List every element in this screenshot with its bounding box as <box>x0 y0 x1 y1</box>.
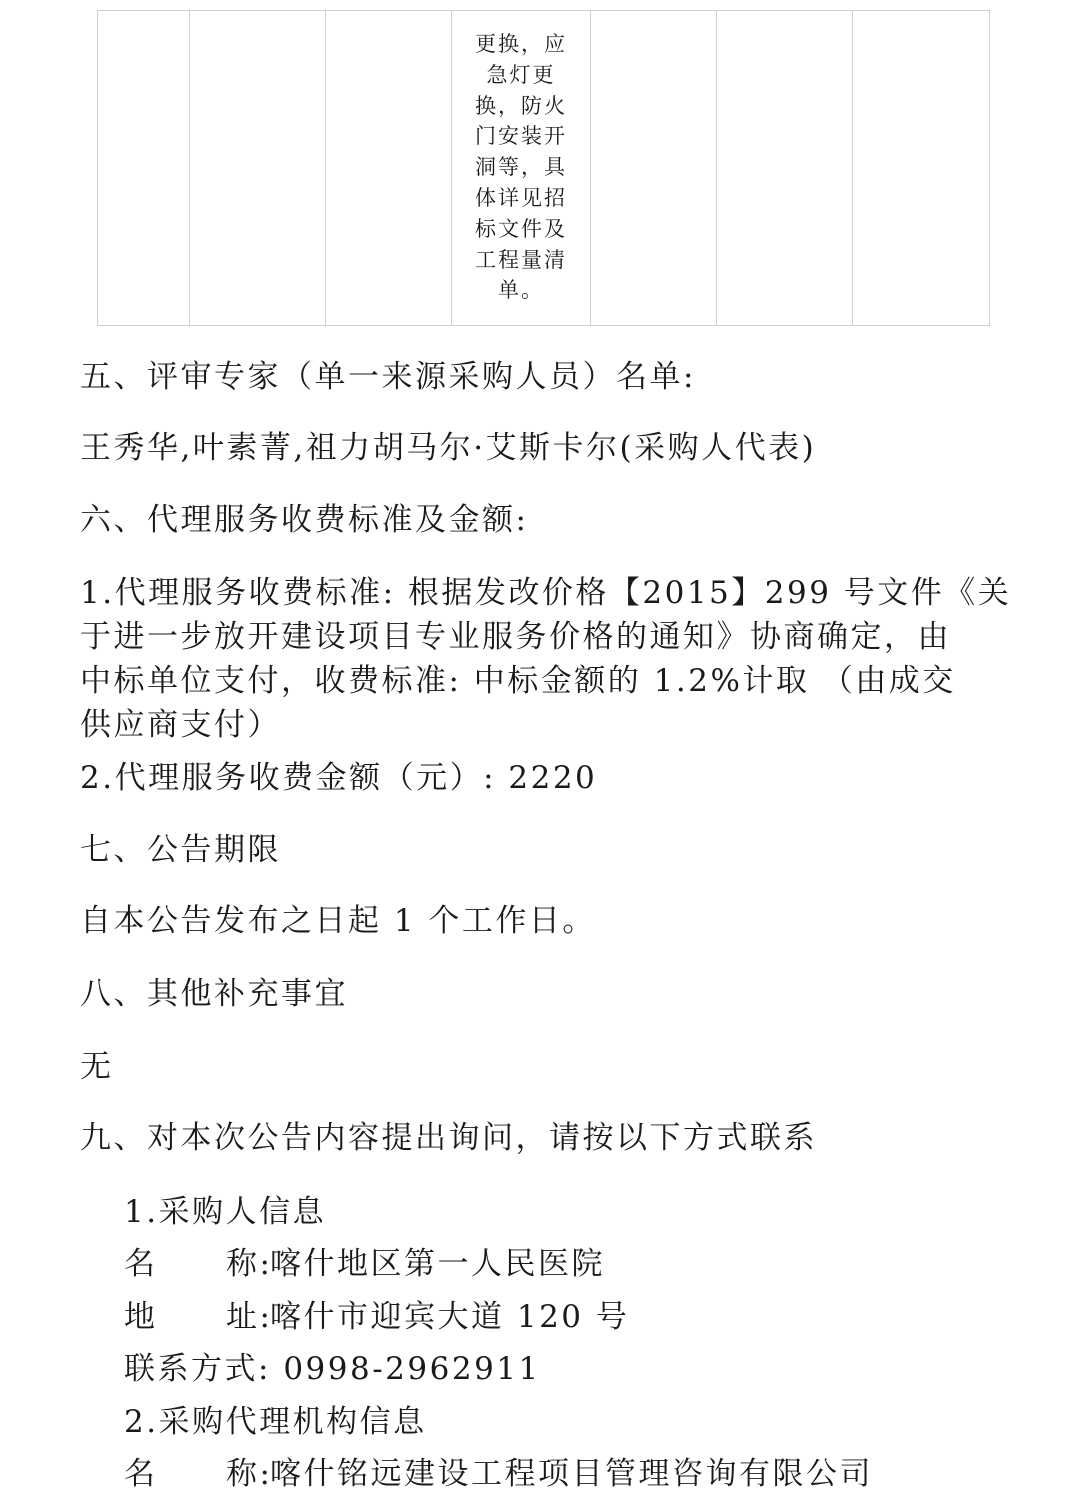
fee-standard-line: 1.代理服务收费标准: 根据发改价格【2015】299 号文件《关 <box>80 575 1012 611</box>
cell-line: 洞等，具 <box>475 155 567 180</box>
agency-name-row <box>124 1456 873 1492</box>
cell-line: 急灯更 <box>486 62 556 87</box>
cell-line: 工程量清 <box>475 247 567 272</box>
purchaser-address-row <box>124 1299 630 1335</box>
fee-amount: 2.代理服务收费金额（元）: 2220 <box>80 760 598 796</box>
agency-name: 喀什铭远建设工程项目管理咨询有限公司 <box>270 1456 873 1492</box>
purchaser-contact-row <box>124 1351 541 1387</box>
fee-standard-line: 中标单位支付，收费标准: 中标金额的 1.2%计取 （由成交 <box>80 663 956 699</box>
label: 名 <box>124 1456 158 1492</box>
fee-standard-paragraph <box>80 571 1012 747</box>
label: 称: <box>226 1456 273 1492</box>
purchaser-info-title: 1.采购人信息 <box>124 1194 327 1230</box>
label: 址: <box>226 1299 273 1335</box>
table-cell <box>717 11 853 326</box>
agency-info-title: 2.采购代理机构信息 <box>124 1404 427 1440</box>
purchaser-phone: 0998-2962911 <box>283 1351 541 1387</box>
section-9-heading: 九、对本次公告内容提出询问，请按以下方式联系 <box>80 1120 817 1156</box>
label: 联系方式: <box>124 1351 284 1387</box>
experts-list: 王秀华,叶素菁,祖力胡马尔·艾斯卡尔(采购人代表) <box>80 430 817 466</box>
fee-standard-line: 于进一步放开建设项目专业服务价格的通知》协商确定，由 <box>80 619 951 655</box>
label: 称: <box>226 1246 273 1282</box>
table-cell <box>326 11 452 326</box>
purchaser-name-row <box>124 1246 605 1282</box>
label: 地 <box>124 1299 158 1335</box>
label: 名 <box>124 1246 158 1282</box>
cell-line: 体详见招 <box>475 185 567 210</box>
purchaser-name: 喀什地区第一人民医院 <box>270 1246 605 1282</box>
table-cell <box>190 11 326 326</box>
section-7-heading: 七、公告期限 <box>80 832 281 868</box>
cell-line: 更换，应 <box>475 32 567 56</box>
fee-standard-line: 供应商支付） <box>80 707 281 743</box>
cell-line: 门安装开 <box>475 124 567 149</box>
notice-period: 自本公告发布之日起 1 个工作日。 <box>80 903 596 939</box>
section-8-heading: 八、其他补充事宜 <box>80 976 348 1012</box>
project-table <box>97 10 989 326</box>
cell-line: 标文件及 <box>475 216 567 241</box>
cell-line: 换，防火 <box>475 93 567 118</box>
table-cell <box>591 11 717 326</box>
section-6-heading: 六、代理服务收费标准及金额: <box>80 502 529 538</box>
table-cell <box>98 11 190 326</box>
table-cell-description <box>452 11 591 326</box>
other-matters: 无 <box>80 1049 114 1085</box>
purchaser-address: 喀什市迎宾大道 120 号 <box>270 1299 630 1335</box>
table-cell <box>853 11 990 326</box>
cell-line: 单。 <box>498 278 544 303</box>
section-5-heading: 五、评审专家（单一来源采购人员）名单: <box>80 359 696 395</box>
